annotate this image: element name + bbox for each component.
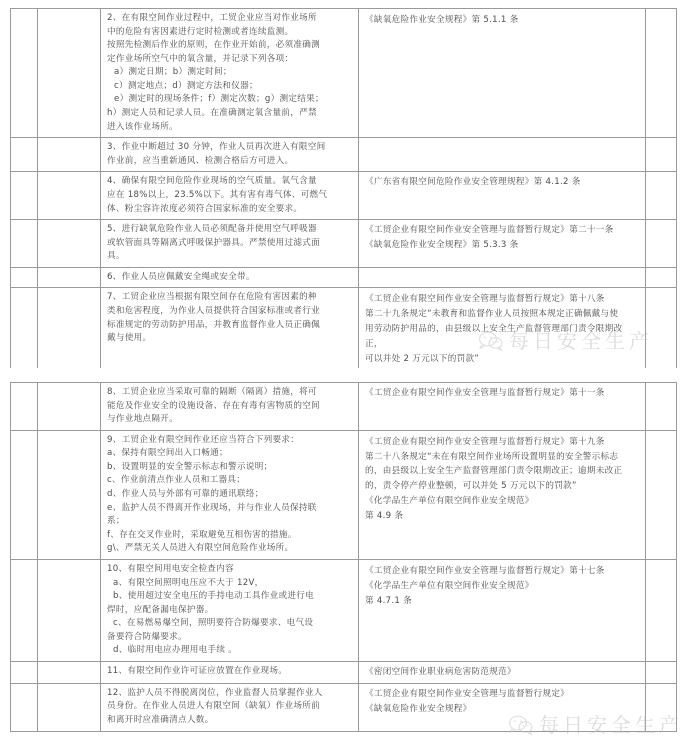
row-index-cell: [11, 138, 38, 172]
content-line: 4、确保有限空间危险作业现场的空气质量。氧气含量: [107, 176, 317, 187]
reference-line: 《广东省有限空间危险作业安全管理规程》第 4.1.2 条: [365, 177, 581, 188]
row-index-cell: [11, 661, 38, 683]
content-line: 8、工贸企业应当采取可靠的隔断（隔离）措施，将可: [107, 387, 317, 397]
checklist-reference-cell: [359, 383, 646, 431]
checklist-content-cell: [101, 661, 359, 683]
row-result-cell: [646, 220, 677, 268]
content-line: a、保持有限空间出入口畅通；: [107, 448, 228, 459]
content-line: 定作业场所空气中的氧含量，并记录下列各项：: [107, 53, 294, 64]
content-line: c、作业前清点作业人员和工器具；: [107, 475, 246, 486]
content-line: 10、有限空间用电安全检查内容: [107, 563, 234, 574]
checklist-content-cell: [101, 220, 359, 268]
row-result-cell: [646, 267, 677, 288]
table-row: [11, 661, 677, 683]
row-result-cell: [646, 683, 677, 731]
row-index-cell: [11, 683, 38, 731]
row-index-cell: [11, 559, 38, 661]
table-body: [11, 9, 677, 370]
table-row: [11, 138, 677, 172]
content-line: 3、作业中断超过 30 分钟，作业人员再次进入有限空间: [107, 142, 326, 153]
checklist-content-cell: [101, 138, 359, 172]
content-line: 系；: [107, 516, 125, 527]
checklist-content-cell: [101, 430, 359, 559]
checklist-content-cell: [101, 559, 359, 661]
content-line: a、有限空间照明电压应不大于 12V，: [107, 577, 264, 588]
table-row: [11, 383, 677, 431]
checklist-reference-cell: [359, 172, 646, 220]
reference-line: 《密闭空间作业职业病危害防范规范》: [365, 666, 516, 677]
checklist-content-cell: [101, 267, 359, 288]
checklist-reference-cell: [359, 430, 646, 559]
content-line: 和离开时应准确清点人数。: [107, 714, 214, 725]
content-line: 按照先检测后作业的原则，在作业开始前，必须准确测: [107, 40, 320, 51]
content-line: 能危及作业安全的设施设备、存在有毒有害物质的空间: [107, 400, 320, 411]
content-line: 12、监护人员不得脱离岗位，作业监督人员掌握作业人: [107, 687, 323, 698]
reference-line: 《工贸企业有限空间作业安全管理与监督暂行规定》: [365, 688, 570, 699]
content-line: 戴与使用。: [107, 333, 152, 344]
reference-line: 的，责令停产停业整顿，可以并处 5 万元以下的罚款”: [365, 481, 577, 492]
watermark-text: 每日安全生产: [539, 713, 683, 737]
reference-line: 《工贸企业有限空间作业安全管理与监督暂行规定》第十一条: [365, 388, 605, 398]
content-line: b、使用超过安全电压的手持电动工具作业或进行电: [107, 591, 314, 602]
reference-line: 《缺氧危险作业安全规程》第 5.1.1 条: [365, 15, 519, 25]
content-line: 9、工贸企业有限空间作业还应当符合下列要求：: [107, 434, 300, 445]
content-line: e、监护人员不得离开作业现场，并与作业人员保持联: [107, 502, 317, 513]
reference-line: 的，由县级以上安全生产监督管理部门责令限期改正；逾期未改正: [365, 466, 623, 477]
checklist-table: [10, 382, 677, 732]
table-row: [11, 220, 677, 268]
content-line: 或软管面具等隔离式呼吸保护器具。严禁使用过滤式面: [107, 237, 320, 248]
row-result-cell: [646, 430, 677, 559]
row-category-cell: [38, 267, 101, 288]
checklist-table-bottom: [10, 382, 676, 732]
row-index-cell: [11, 288, 38, 370]
row-result-cell: [646, 661, 677, 683]
content-line: 类和危害程度，为作业人员提供符合国家标准或者行业: [107, 305, 320, 316]
checklist-reference-cell: [359, 559, 646, 661]
row-category-cell: [38, 138, 101, 172]
reference-line: 《工贸企业有限空间作业安全管理与监督暂行规定》第十八条: [365, 294, 605, 305]
content-line: c）测定地点；d）测定方法和仪器；: [114, 80, 258, 91]
reference-line: 《化学品生产单位有限空间作业安全规范》: [365, 495, 534, 506]
row-index-cell: [11, 172, 38, 220]
row-category-cell: [38, 383, 101, 431]
row-category-cell: [38, 172, 101, 220]
content-line: b、设置明显的安全警示标志和警示说明；: [107, 461, 273, 472]
content-line: d、临时用电应办理用电手续 。: [107, 645, 238, 656]
content-line: 应在 18%以上，23.5%以下。其有害有毒气体、可燃气: [107, 189, 328, 200]
content-line: g\、严禁无关人员进入有限空间危险作业场所。: [107, 543, 294, 554]
content-line: f、存在交叉作业时，采取避免互相伤害的措施。: [107, 529, 297, 540]
reference-line: 第 4.9 条: [365, 510, 404, 521]
table-row: [11, 267, 677, 288]
checklist-reference-cell: [359, 661, 646, 683]
reference-line: 用劳动防护用品的，由县级以上安全生产监督管理部门责令限期改正，: [365, 323, 623, 349]
row-category-cell: [38, 288, 101, 370]
row-index-cell: [11, 430, 38, 559]
reference-line: 《工贸企业有限空间作业安全管理与监督暂行规定》第十七条: [365, 565, 605, 576]
watermark-text: 每日安全生产: [509, 329, 653, 353]
row-result-cell: [646, 559, 677, 661]
table-row: [11, 683, 677, 731]
row-category-cell: [38, 9, 101, 138]
row-category-cell: [38, 430, 101, 559]
row-index-cell: [11, 267, 38, 288]
checklist-reference-cell: [359, 138, 646, 172]
content-line: 2、在有限空间作业过程中，工贸企业应当对作业场所: [107, 13, 317, 23]
table-row: [11, 9, 677, 138]
reference-line: 《化学品生产单位有限空间作业安全规范》: [365, 580, 534, 591]
row-result-cell: [646, 288, 677, 370]
content-line: 作业前，应当重新通风、检测合格后方可进入。: [107, 155, 294, 166]
reference-line: 第二十八条规定“未在有限空间作业场所设置明显的安全警示标志: [365, 451, 619, 462]
checklist-content-cell: [101, 9, 359, 138]
table-row: [11, 172, 677, 220]
table-row: [11, 288, 677, 370]
content-line: c、在易燃易爆空间，照明要符合防爆要求、电气设: [107, 618, 314, 629]
checklist-table-top: [10, 8, 676, 370]
content-line: 具。: [107, 251, 125, 262]
checklist-reference-cell: [359, 288, 646, 370]
page-break-gap: [0, 368, 685, 382]
row-index-cell: [11, 9, 38, 138]
reference-line: 第 4.7.1 条: [365, 595, 413, 606]
row-index-cell: [11, 220, 38, 268]
reference-line: 第二十九条规定“未教育和监督作业人员按照本规定正确佩戴与使: [365, 309, 619, 320]
content-line: a）测定日期；b）测定时间；: [114, 67, 232, 78]
table-row: [11, 430, 677, 559]
reference-line: 《工贸企业有限空间作业安全管理与监督暂行规定》第十九条: [365, 436, 605, 447]
row-category-cell: [38, 220, 101, 268]
checklist-content-cell: [101, 683, 359, 731]
row-result-cell: [646, 172, 677, 220]
row-index-cell: [11, 383, 38, 431]
content-line: 备要符合防爆要求。: [107, 631, 187, 642]
content-line: 员身份。在作业人员进人有限空间（缺氧）作业场所前: [107, 701, 320, 712]
row-category-cell: [38, 559, 101, 661]
row-category-cell: [38, 683, 101, 731]
checklist-table: [10, 8, 677, 370]
content-line: 7、工贸企业应当根据有限空间存在危险有害因素的种: [107, 292, 317, 303]
checklist-content-cell: [101, 172, 359, 220]
content-line: 标准规定的劳动防护用品，并教育监督作业人员正确佩: [107, 319, 320, 330]
content-line: h）测定人员和记录人员。在准确测定氧含量前，严禁: [107, 108, 317, 119]
checklist-content-cell: [101, 288, 359, 370]
content-line: 与作业地点隔开。: [107, 414, 178, 425]
checklist-reference-cell: [359, 220, 646, 268]
reference-line: 《缺氧危险作业安全规程》第 5.3.3 条: [365, 239, 519, 250]
row-category-cell: [38, 661, 101, 683]
reference-line: 《工贸企业有限空间作业安全管理与监督暂行规定》第二十一条: [365, 225, 614, 236]
content-line: 中的危险有害因素进行定时检测或者连续监测。: [107, 26, 294, 37]
content-line: 体、粉尘容许浓度必须符合国家标准的安全要求。: [107, 203, 303, 214]
content-line: 11、有限空间作业许可证应放置在作业现场。: [107, 665, 288, 676]
row-result-cell: [646, 9, 677, 138]
checklist-reference-cell: [359, 683, 646, 731]
reference-line: 可以并处 2 万元以下的罚款”: [365, 353, 480, 364]
content-line: 5、进行缺氧危险作业人员必须配备并使用空气呼吸器: [107, 224, 317, 235]
row-result-cell: [646, 138, 677, 172]
content-line: 进入该作业场所。: [107, 121, 178, 132]
content-line: e）测定时的现场条件；f）测定次数；g）测定结果；: [114, 94, 324, 105]
checklist-content-cell: [101, 383, 359, 431]
checklist-reference-cell: [359, 267, 646, 288]
table-row: [11, 559, 677, 661]
checklist-reference-cell: [359, 9, 646, 138]
content-line: 6、作业人员应佩戴安全绳或安全带。: [107, 271, 255, 282]
content-line: d、作业人员与外部有可靠的通讯联络；: [107, 489, 264, 500]
table-body: [11, 383, 677, 732]
content-line: 焊时，应配备漏电保护器。: [107, 604, 214, 615]
reference-line: 《缺氧危险作业安全规程》: [365, 703, 472, 714]
row-result-cell: [646, 383, 677, 431]
